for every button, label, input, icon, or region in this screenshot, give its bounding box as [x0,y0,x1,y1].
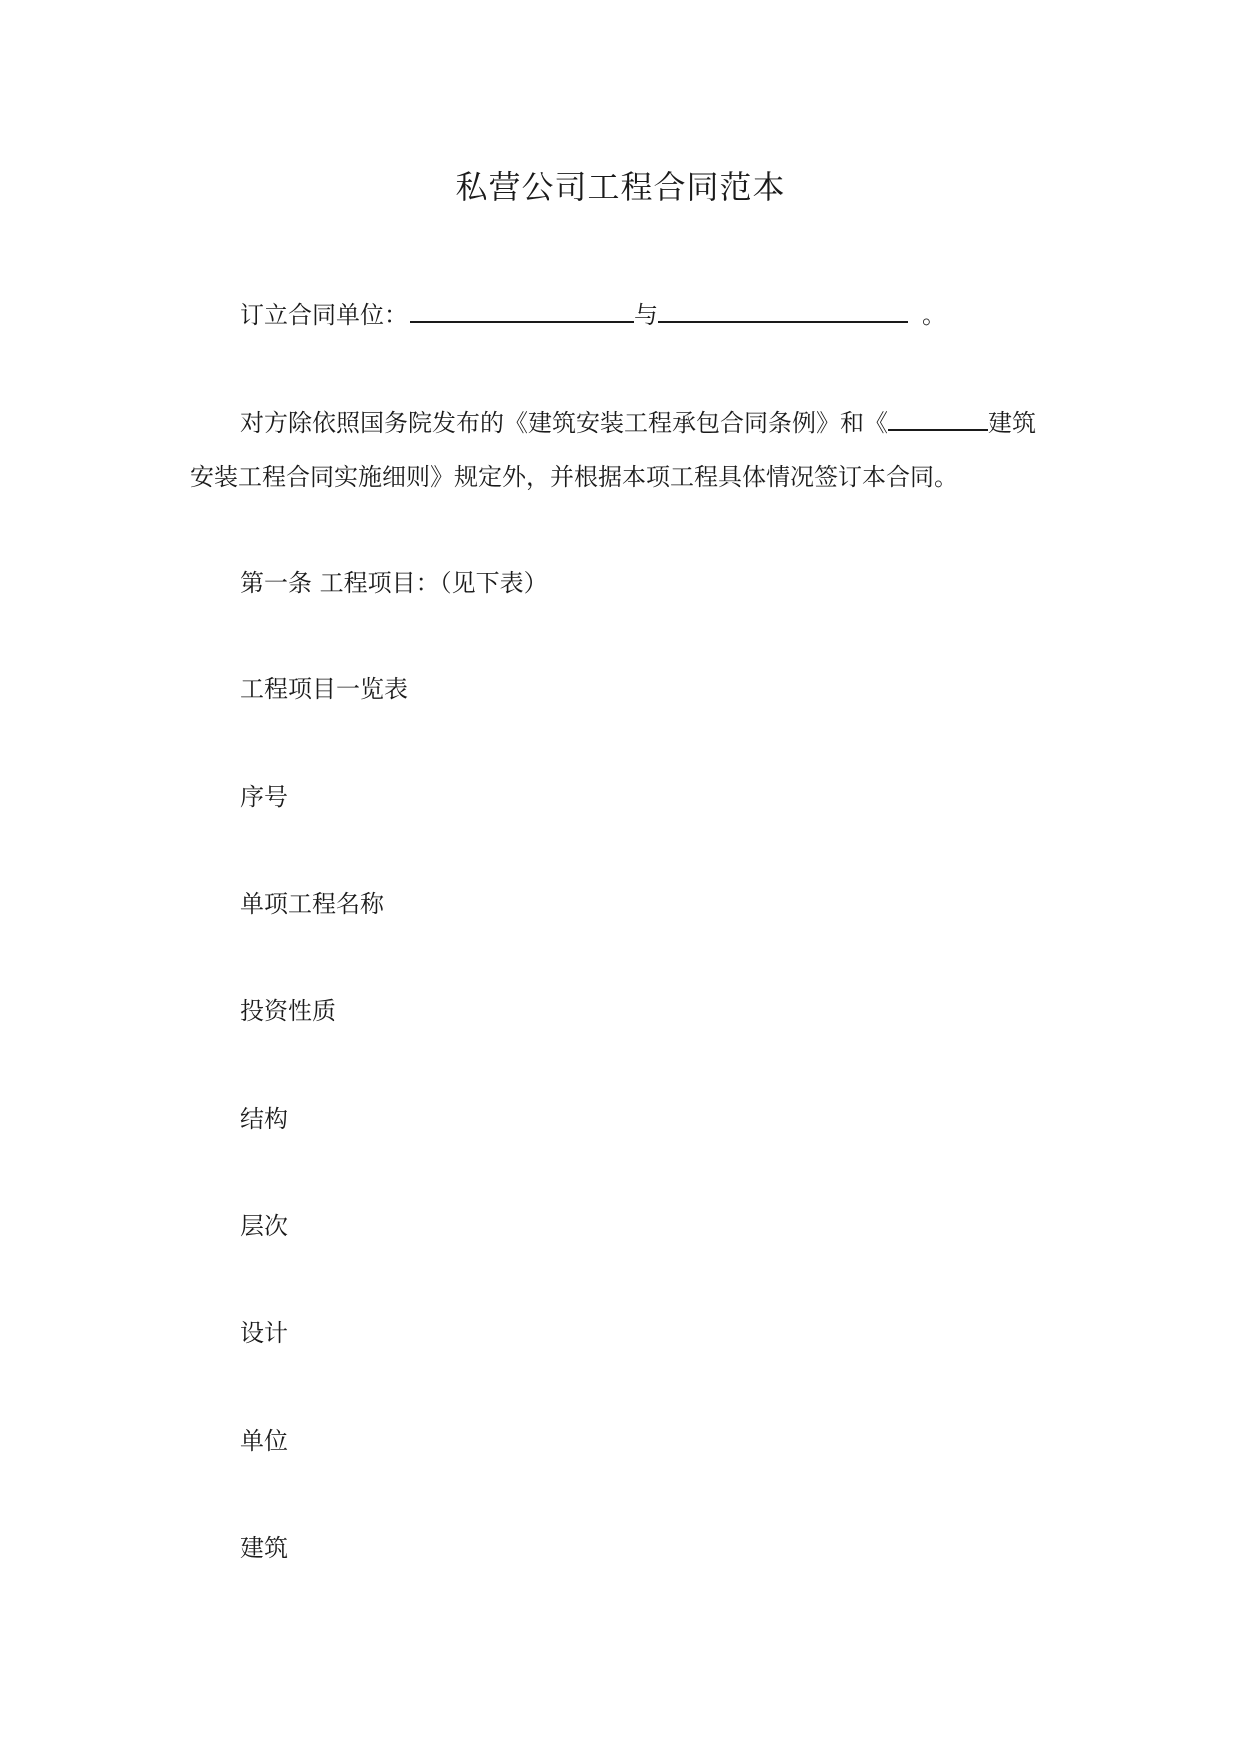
table-item: 投资性质 [240,997,336,1025]
intro-line-1-start: 对方除依照国务院发布的《建筑安装工程承包合同条例》和《 [240,409,888,437]
parties-label: 订立合同单位： [240,301,408,329]
document-title: 私营公司工程合同范本 [455,168,786,206]
party-b-blank [658,301,908,323]
table-item: 层次 [240,1212,288,1240]
table-item: 序号 [240,783,288,811]
contract-parties-line [240,295,946,330]
table-item: 建筑 [240,1534,288,1562]
region-blank [888,409,988,431]
intro-line-1 [240,403,1036,438]
table-item: 单项工程名称 [240,890,384,918]
article-1: 第一条 工程项目：（见下表） [240,569,548,597]
table-item: 设计 [240,1319,288,1347]
parties-end: 。 [922,301,946,329]
table-title: 工程项目一览表 [240,675,408,703]
intro-line-1-end: 建筑 [988,409,1036,437]
parties-connector: 与 [634,301,658,329]
table-item: 单位 [240,1427,288,1455]
table-item: 结构 [240,1105,288,1133]
intro-line-2: 安装工程合同实施细则》规定外，并根据本项工程具体情况签订本合同。 [190,463,958,491]
party-a-blank [410,301,634,323]
